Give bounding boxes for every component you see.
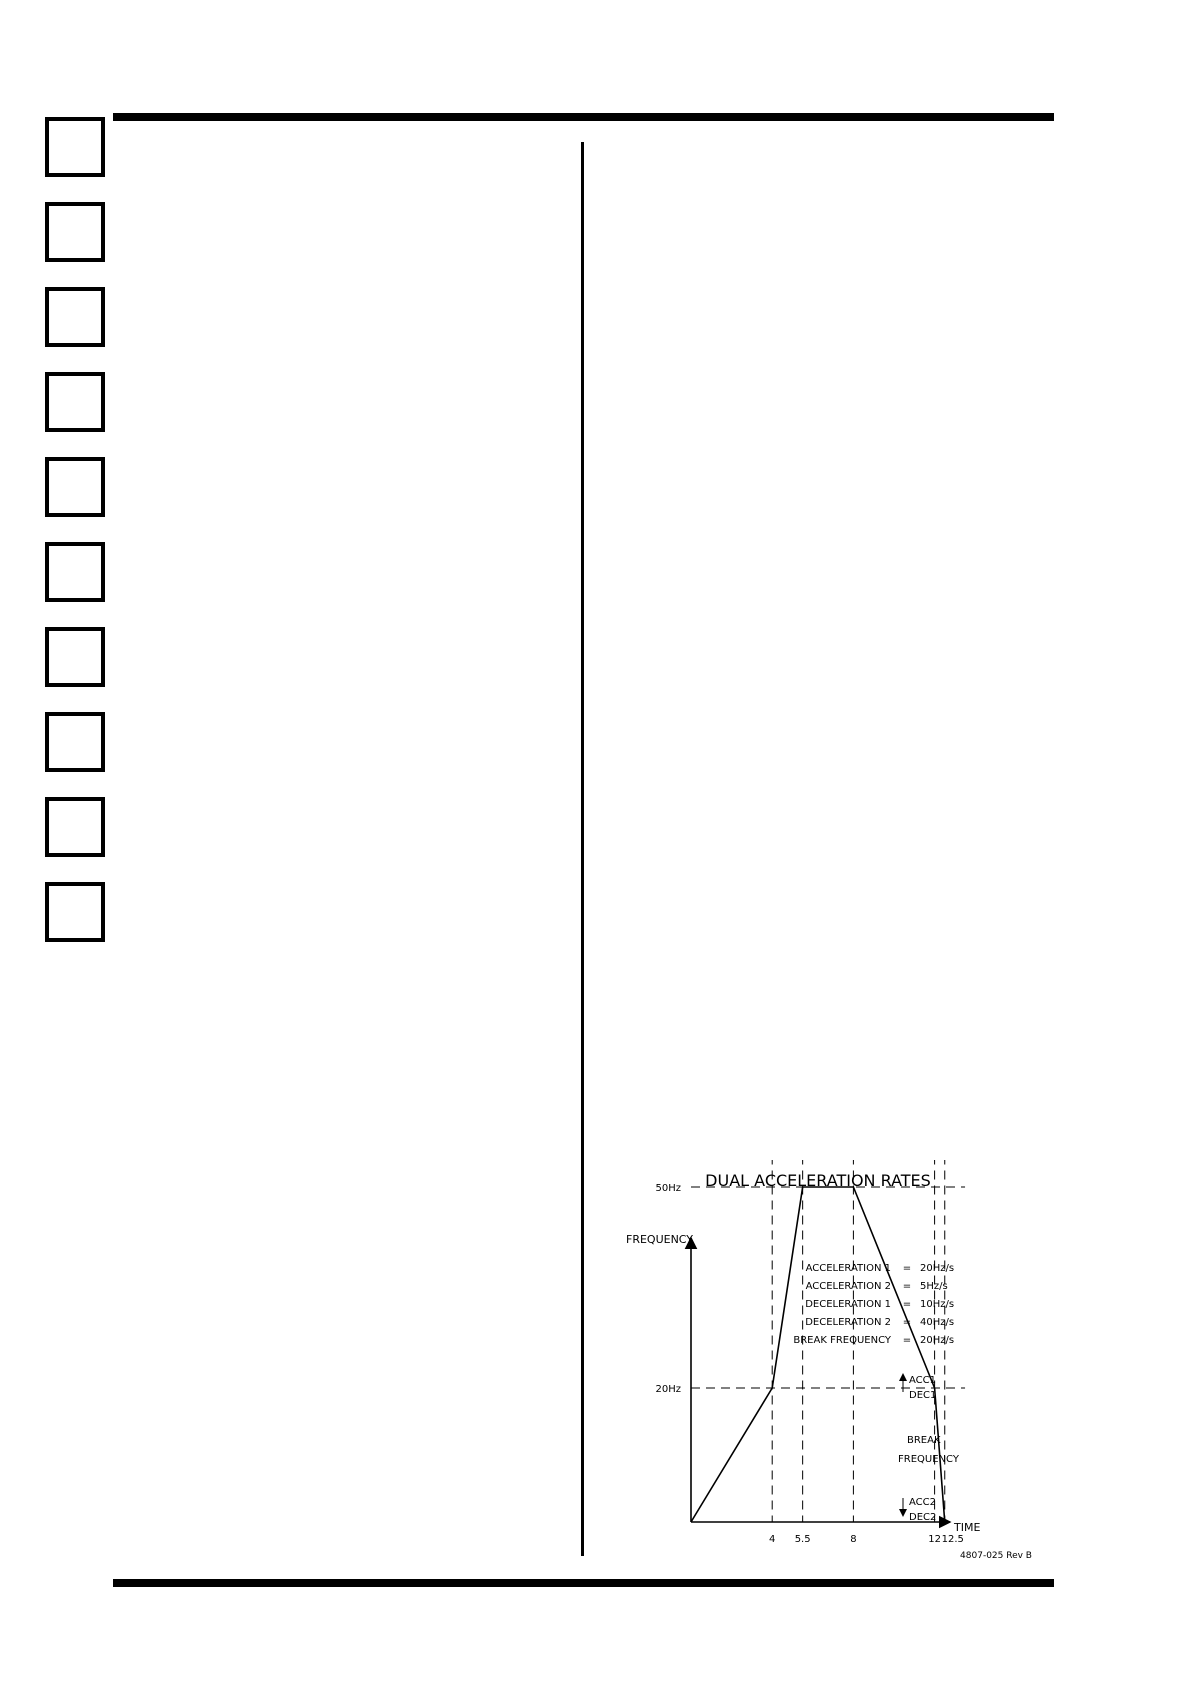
frequency-profile-line [691, 1187, 945, 1522]
x-tick-label: 8 [850, 1534, 857, 1545]
break-label: BREAK [907, 1435, 941, 1446]
section-tab-7[interactable] [45, 627, 105, 687]
section-tab-5[interactable] [45, 457, 105, 517]
chart-legend [793, 1263, 954, 1346]
x-axis-label: TIME [954, 1521, 981, 1534]
section-tab-9[interactable] [45, 797, 105, 857]
legend-eq: = [902, 1281, 912, 1292]
legend-name: ACCELERATION 1 [805, 1263, 891, 1274]
legend-name: DECELERATION 2 [805, 1317, 891, 1328]
x-tick-label: 12 [928, 1534, 941, 1545]
dual-acceleration-figure [610, 1160, 1070, 1570]
acc1-label: ACC1 [909, 1375, 936, 1386]
legend-eq: = [902, 1335, 912, 1346]
legend-eq: = [902, 1299, 912, 1310]
legend-value: 20Hz/s [920, 1263, 955, 1274]
x-tick-label: 12.5 [941, 1534, 964, 1545]
y-tick-label: 50Hz [655, 1183, 681, 1194]
dec1-label: DEC1 [909, 1390, 937, 1401]
x-tick-label: 4 [769, 1534, 776, 1545]
section-tab-3[interactable] [45, 287, 105, 347]
section-tab-8[interactable] [45, 712, 105, 772]
y-tick-label: 20Hz [655, 1384, 681, 1395]
dec2-label: DEC2 [909, 1512, 937, 1523]
legend-value: 20Hz/s [920, 1335, 955, 1346]
chart-title: DUAL ACCELERATION RATES [705, 1171, 931, 1190]
legend-name: BREAK FREQUENCY [793, 1335, 891, 1346]
section-tab-2[interactable] [45, 202, 105, 262]
footer-rule [113, 1579, 1054, 1587]
series-group [691, 1187, 945, 1522]
y-axis-label: FREQUENCY [626, 1233, 694, 1246]
header-rule [113, 113, 1054, 121]
dual-acceleration-chart [610, 1160, 1070, 1570]
frequency-label: FREQUENCY [898, 1454, 959, 1465]
section-tab-4[interactable] [45, 372, 105, 432]
legend-name: DECELERATION 1 [805, 1299, 891, 1310]
legend-eq: = [902, 1263, 912, 1274]
acc2-label: ACC2 [909, 1497, 936, 1508]
drawing-reference: 4807-025 Rev B [960, 1551, 1032, 1561]
column-divider [581, 142, 584, 1556]
legend-value: 40Hz/s [920, 1317, 955, 1328]
legend-value: 10Hz/s [920, 1299, 955, 1310]
section-tab-1[interactable] [45, 117, 105, 177]
section-tab-6[interactable] [45, 542, 105, 602]
x-tick-labels [769, 1534, 964, 1545]
y-tick-labels [656, 1183, 682, 1395]
legend-eq: = [902, 1317, 912, 1328]
legend-value: 5Hz/s [920, 1281, 948, 1292]
section-tab-10[interactable] [45, 882, 105, 942]
x-tick-label: 5.5 [794, 1534, 811, 1545]
legend-name: ACCELERATION 2 [805, 1281, 891, 1292]
